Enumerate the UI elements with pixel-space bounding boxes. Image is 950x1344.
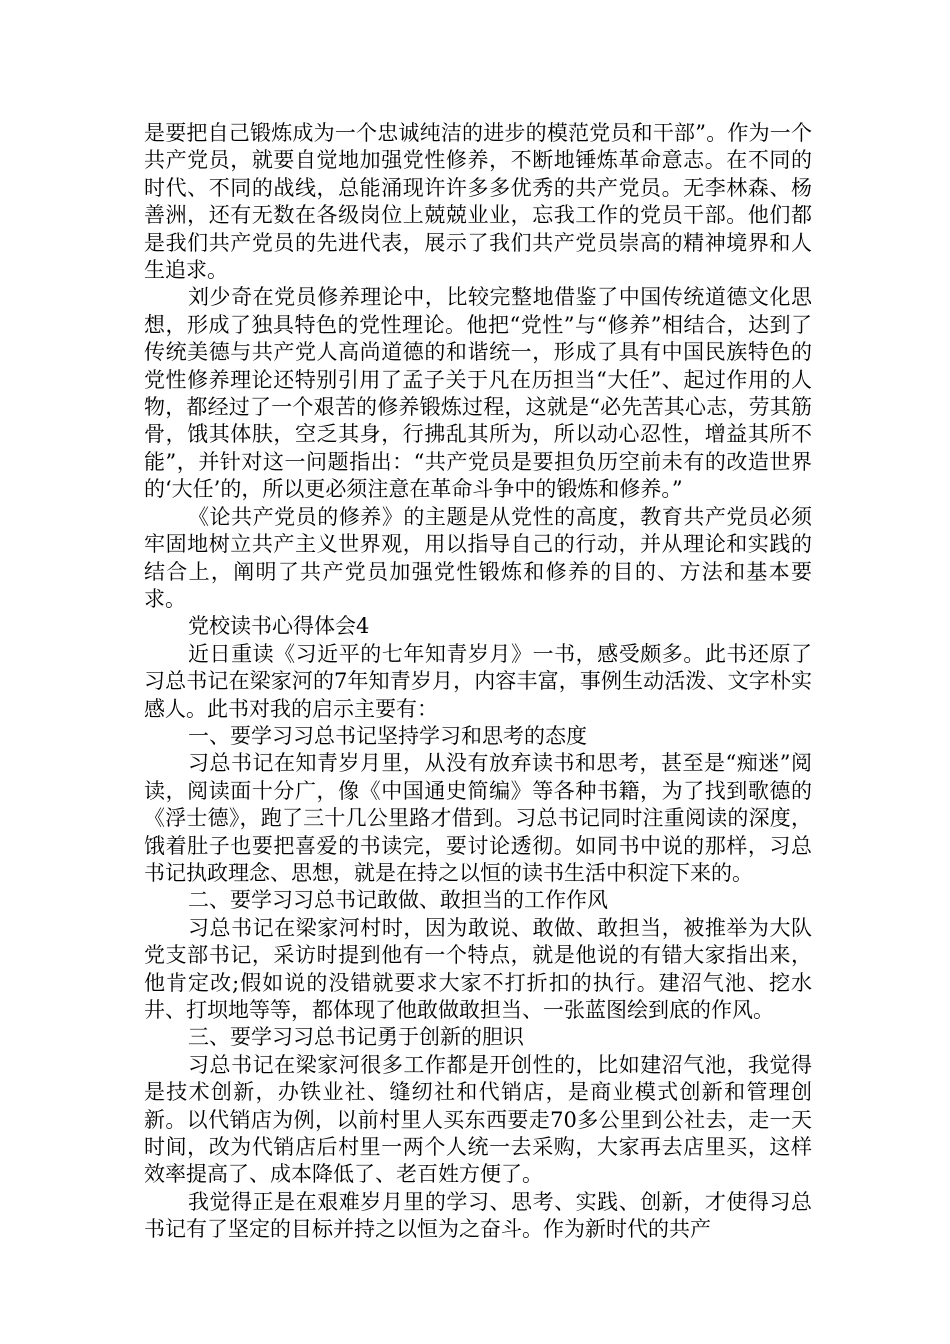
paragraph: 近日重读《习近平的七年知青岁月》一书，感受颇多。此书还原了习总书记在梁家河的7年知青岁月，内容丰富，事例生动活泼、文字朴实感人。此书对我的启示主要有：	[144, 641, 812, 721]
paragraph: 习总书记在知青岁月里，从没有放弃读书和思考，甚至是“痴迷”阅读，阅读面十分广，像《中国通史简编》等各种书籍，为了找到歌德的《浮士德》，跑了三十几公里路才借到。习总书记同时注重阅读的深度，饿着肚子也要把喜爱的书读完，要讨论透彻。如同书中说的那样，习总书记执政理念、思想，就是在持之以恒的读书生活中积淀下来的。	[144, 751, 812, 885]
section-heading: 党校读书心得体会4	[188, 614, 370, 639]
paragraph: 我觉得正是在艰难岁月里的学习、思考、实践、创新，才使得习总书记有了坚定的目标并持之以恒为之奋斗。作为新时代的共产	[144, 1189, 812, 1242]
subheading: 二、要学习习总书记敢做、敢担当的工作作风	[188, 888, 608, 913]
paragraph: 刘少奇在党员修养理论中，比较完整地借鉴了中国传统道德文化思想，形成了独具特色的党性理论。他把“党性”与“修养”相结合，达到了传统美德与共产党人高尚道德的和谐统一，形成了具有中国民族特色的党性修养理论还特别引用了孟子关于凡在历担当“大任”、起过作用的人物，都经过了一个艰苦的修养锻炼过程，这就是“必先苦其心志，劳其筋骨，饿其体肤，空乏其身，行拂乱其所为，所以动心忍性，增益其所不能”，并针对这一问题指出：“共产党员是要担负历空前未有的改造世界的‘大任’的，所以更必须注意在革命斗争中的锻炼和修养。”	[144, 285, 812, 502]
paragraph: 习总书记在梁家河村时，因为敢说、敢做、敢担当，被推举为大队党支部书记，采访时提到他有一个特点，就是他说的有错大家指出来，他肯定改;假如说的没错就要求大家不打折扣的执行。建沼气池、挖水井、打坝地等等，都体现了他敢做敢担当、一张蓝图绘到底的作风。	[144, 915, 812, 1022]
paragraph-continuation: 是要把自己锻炼成为一个忠诚纯洁的进步的模范党员和干部”。作为一个共产党员，就要自觉地加强党性修养，不断地锤炼革命意志。在不同的时代、不同的战线，总能涌现许许多多优秀的共产党员。无李林森、杨善洲，还有无数在各级岗位上兢兢业业，忘我工作的党员干部。他们都是我们共产党员的先进代表，展示了我们共产党员崇高的精神境界和人生追求。	[144, 121, 812, 283]
subheading: 一、要学习习总书记坚持学习和思考的态度	[188, 723, 587, 748]
paragraph: 《论共产党员的修养》的主题是从党性的高度，教育共产党员必须牢固地树立共产主义世界观，用以指导自己的行动，并从理论和实践的结合上，阐明了共产党员加强党性锻炼和修养的目的、方法和基本要求。	[144, 504, 812, 611]
paragraph: 习总书记在梁家河很多工作都是开创性的，比如建沼气池，我觉得是技术创新，办铁业社、缝纫社和代销店，是商业模式创新和管理创新。以代销店为例，以前村里人买东西要走70多公里到公社去，走一天时间，改为代销店后村里一两个人统一去采购，大家再去店里买，这样效率提高了、成本降低了、老百姓方便了。	[144, 1052, 812, 1187]
document-body	[144, 120, 812, 1244]
subheading: 三、要学习习总书记勇于创新的胆识	[188, 1025, 524, 1050]
